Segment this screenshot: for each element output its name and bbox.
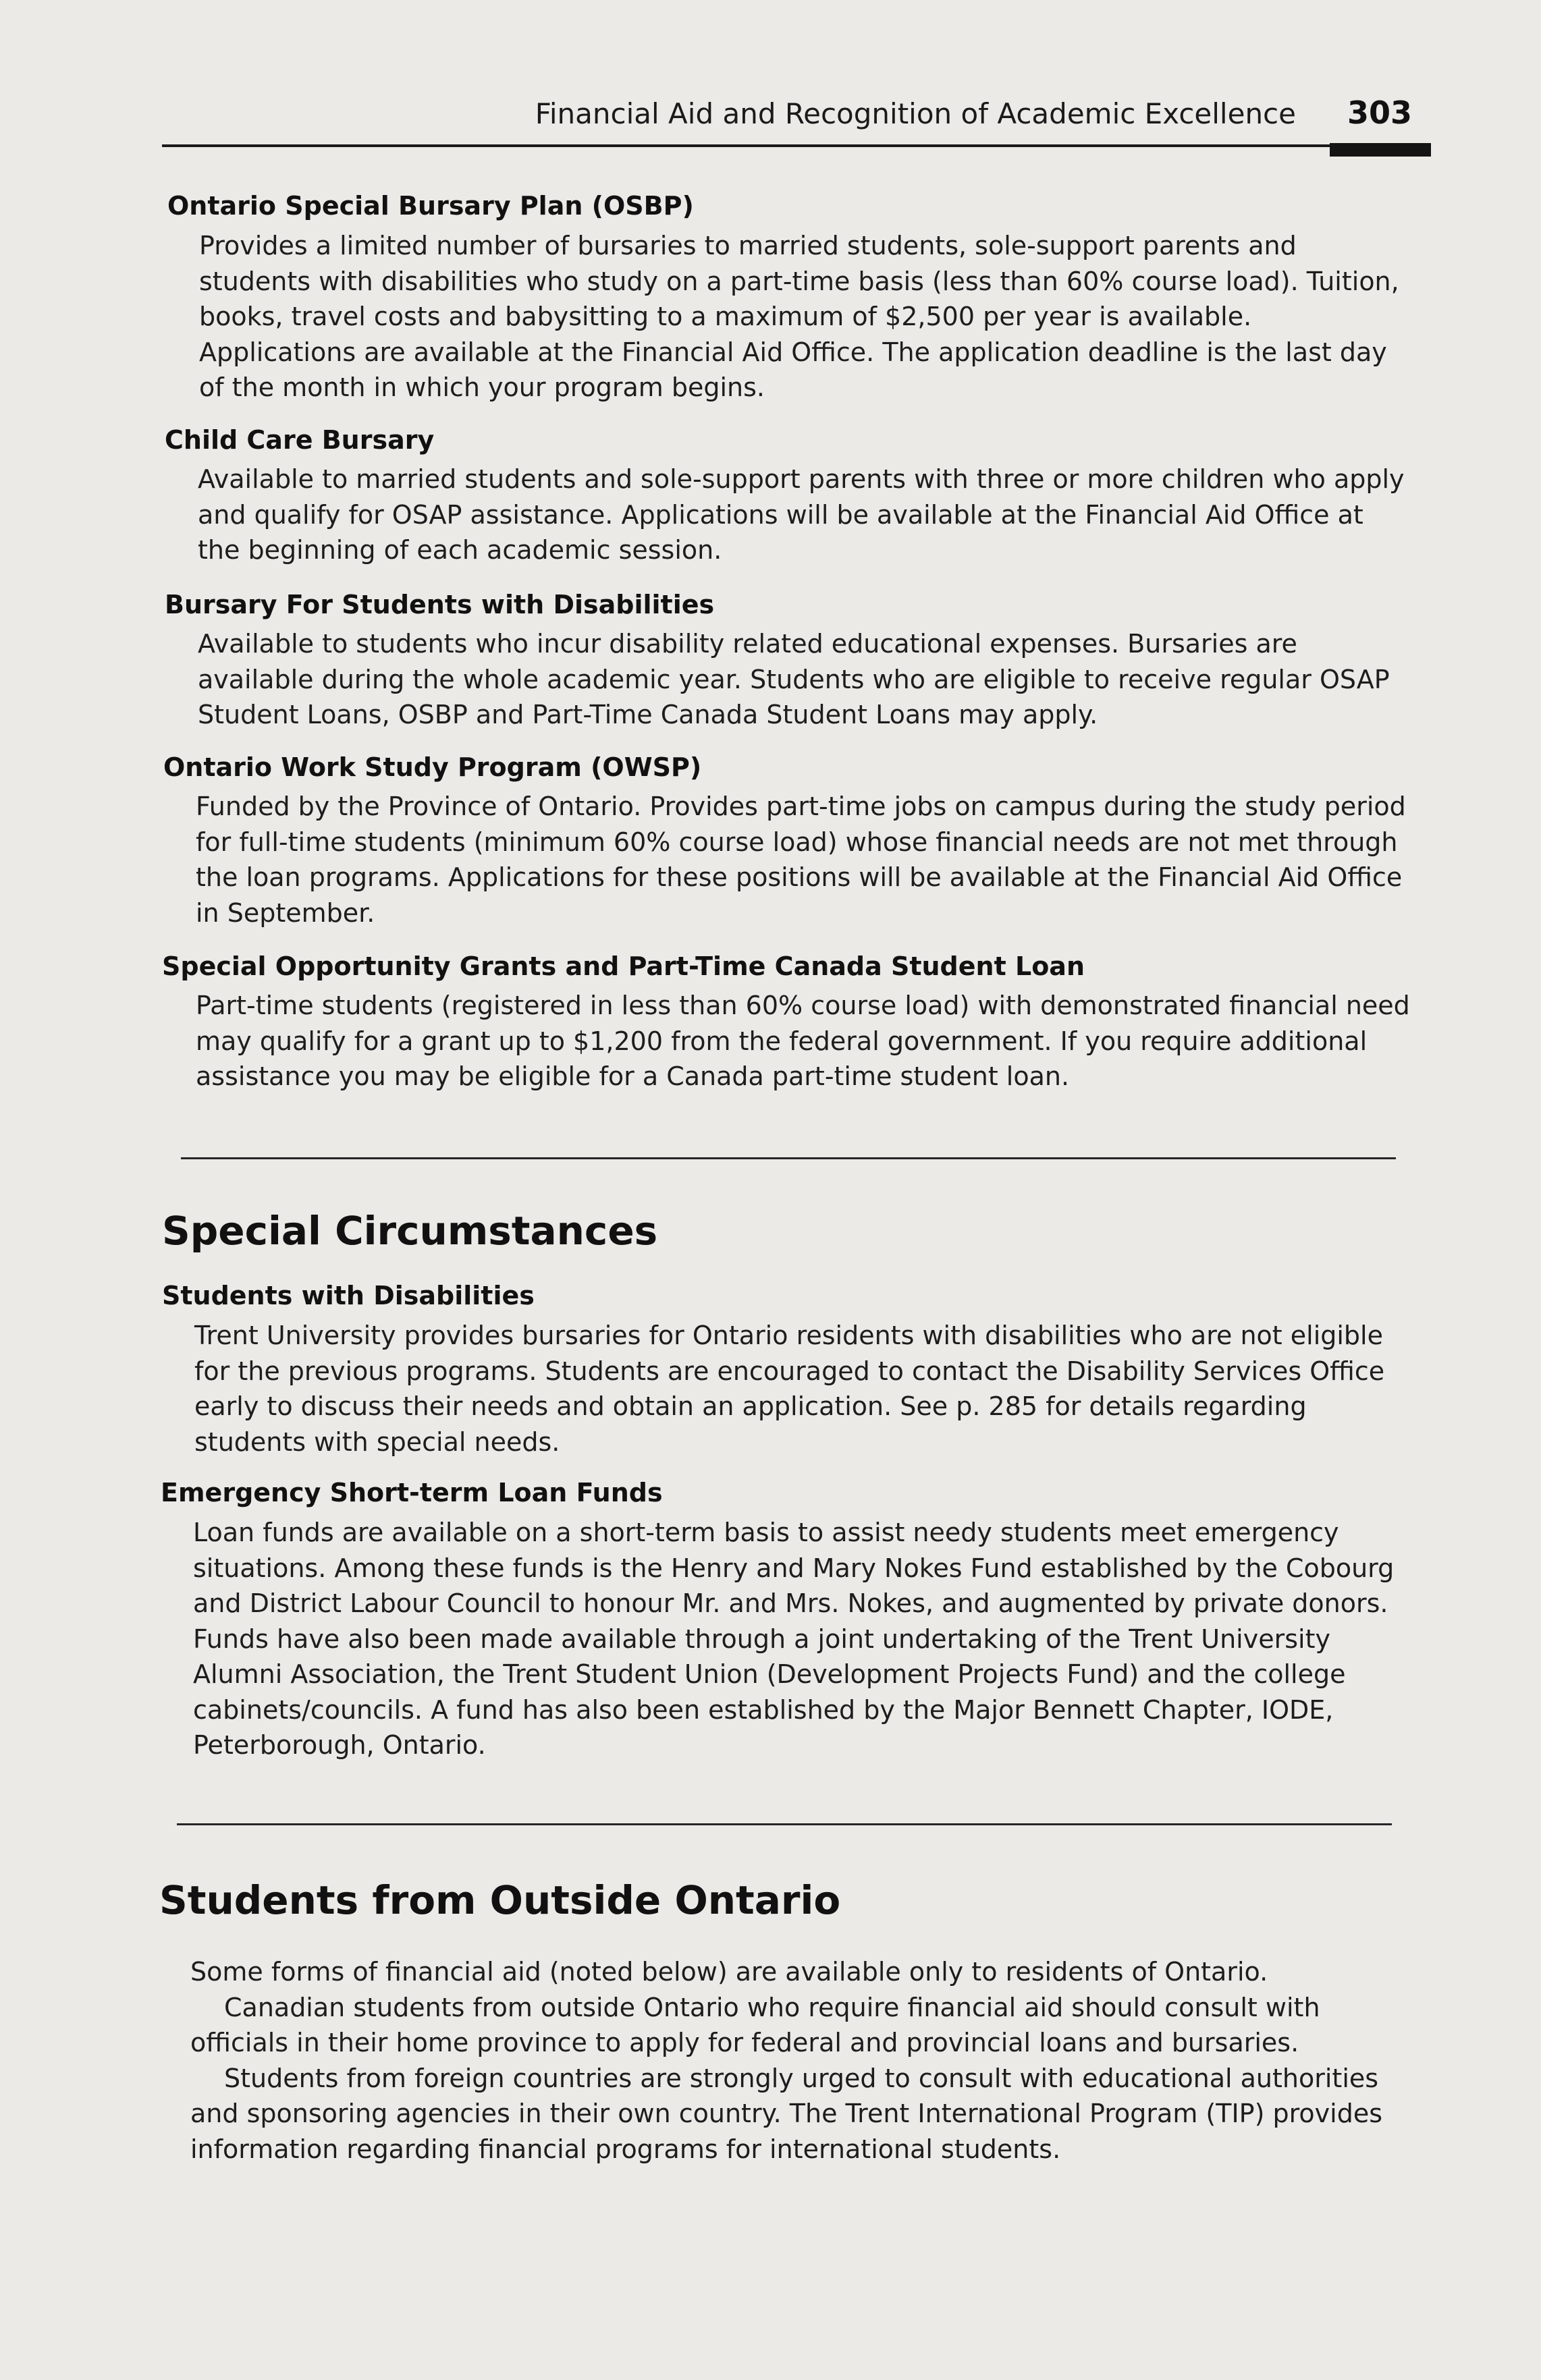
outside-ontario-paragraph: Students from foreign countries are strongly urged to consult with educational authorities and sponsoring agencies in their own country. The Trent International Program (TIP) provides information regarding financial programs for international students. — [190, 2063, 1382, 2164]
entry-title-osbp: Ontario Special Bursary Plan (OSBP) — [167, 191, 694, 221]
running-header — [162, 94, 1431, 148]
section-heading-outside-ontario: Students from Outside Ontario — [159, 1877, 841, 1923]
entry-body-disabilities-bursary: Available to students who incur disability related educational expenses. Bursaries are available during the whole academic year. Students who are eligible to receive regular OSAP Student Loans, OSBP and Part-Time Canada Student Loans may apply. — [198, 629, 1390, 729]
entry-title-emergency-loan: Emergency Short-term Loan Funds — [161, 1478, 663, 1507]
section-heading-special-circumstances: Special Circumstances — [162, 1208, 658, 1254]
entry-title-special-opportunity: Special Opportunity Grants and Part-Time Canada Student Loan — [162, 951, 1085, 981]
outside-ontario-body — [190, 1954, 1426, 2167]
entry-title-disabilities-bursary: Bursary For Students with Disabilities — [165, 590, 715, 619]
entry-body-emergency-loan: Loan funds are available on a short-term basis to assist needy students meet emergency situations. Among these funds is the Henry and Mary Nokes Fund established by the Cobourg and District Labour Council to honour Mr. and Mrs. Nokes, and augmented by private donors. Funds have also been made available through a joint undertaking of the Trent University Alumni Association, the Trent Student Union (Development Projects Fund) and the college cabinets/councils. A fund has also been established by the Major Bennett Chapter, IODE, Peterborough, Ontario. — [193, 1518, 1395, 1760]
outside-ontario-paragraph: Canadian students from outside Ontario who require financial aid should consult with officials in their home province to apply for federal and provincial loans and bursaries. — [190, 1992, 1320, 2057]
entry-body-osbp: Provides a limited number of bursaries to married students, sole-support parents and students with disabilities who study on a part-time basis (less than 60% course load). Tuition, books, travel costs and babysitting to a maximum of $2,500 per year is available. Applications are available at the Financial Aid Office. The application deadline is the last day of the month in which your program begins. — [199, 231, 1399, 402]
entry-title-students-disabilities: Students with Disabilities — [162, 1281, 535, 1310]
entry-title-child-care: Child Care Bursary — [165, 425, 435, 455]
header-rule — [162, 144, 1431, 147]
page-number: 303 — [1347, 94, 1412, 131]
entry-body-special-opportunity: Part-time students (registered in less than 60% course load) with demonstrated financial need may qualify for a grant up to $1,200 from the federal government. If you require additional assistance you may be eligible for a Canada part-time student loan. — [196, 991, 1410, 1091]
section-divider-2 — [177, 1823, 1392, 1825]
entry-body-owsp: Funded by the Province of Ontario. Provides part-time jobs on campus during the study period for full-time students (minimum 60% course load) whose financial needs are not met through the loan programs. Applications for these positions will be available at the Financial Aid Office in September. — [196, 792, 1406, 928]
entry-body-child-care: Available to married students and sole-support parents with three or more children who apply and qualify for OSAP assistance. Applications will be available at the Financial Aid Office at the beginning of each academic session. — [198, 464, 1405, 565]
section-divider-1 — [181, 1157, 1396, 1159]
running-title: Financial Aid and Recognition of Academic Excellence — [535, 97, 1296, 130]
entry-body-students-disabilities: Trent University provides bursaries for Ontario residents with disabilities who are not eligible for the previous programs. Students are encouraged to contact the Disability Services Office early to discuss their needs and obtain an application. See p. 285 for details regarding students with special needs. — [194, 1321, 1385, 1457]
header-thumb-tab — [1330, 143, 1431, 157]
entry-title-owsp: Ontario Work Study Program (OWSP) — [163, 752, 702, 782]
outside-ontario-paragraph: Some forms of financial aid (noted below) are available only to residents of Ontario. — [190, 1957, 1268, 1987]
